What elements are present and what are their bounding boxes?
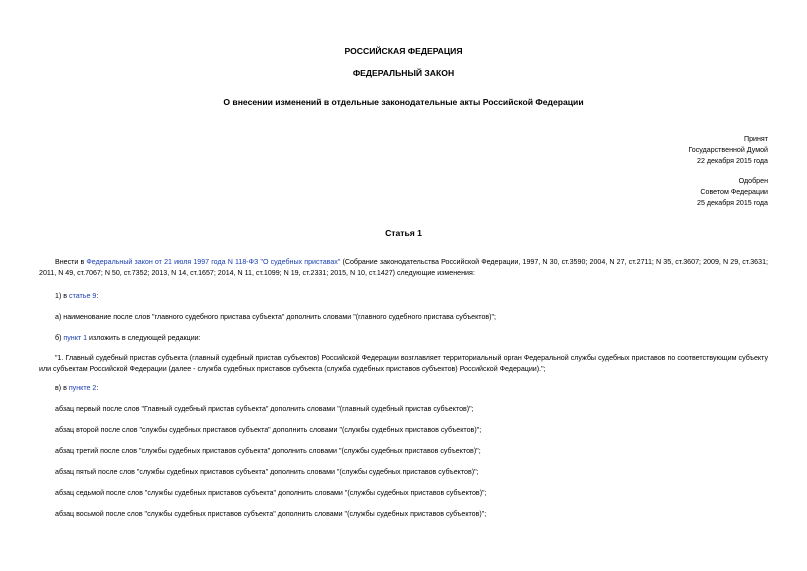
point-1-link[interactable]: пункт 1 (63, 334, 88, 342)
subpoint-a: а) наименование после слов "главного судебного пристава субъекта" дополнить словами "(главного судебного пристава субъектов)"; (55, 313, 497, 321)
paragraph-5-amendment: абзац пятый после слов "службы судебных приставов субъекта" дополнить словами "(службы судебных приставов субъектов)"; (55, 468, 479, 476)
subpoint-b-text: б) (55, 334, 64, 342)
intro-text: Внести в (55, 258, 87, 266)
doc-type-heading: ФЕДЕРАЛЬНЫЙ ЗАКОН (352, 68, 455, 78)
intro-text-cont: (Собрание законодательства Российской Федерации, 1997, N 30, ст.3590; 2004, N 27, ст.2711; N 35, ст.3607; 2009, N 29, ст.3631; 2011, N 49, ст.7067; N 50, ст.7352; 2013, N 14, ст.1657; 2014, N 11, ст.1099; N 19, ст.2331; 2015, N 10, ст.1427) следующие изменения: (39, 258, 768, 277)
article-intro (39, 257, 768, 279)
country-heading: РОССИЙСКАЯ ФЕДЕРАЦИЯ (344, 46, 463, 56)
adopted-by: Государственной Думой (688, 146, 768, 154)
subpoint-v-colon: : (96, 384, 99, 392)
subpoint-b-cont: изложить в следующей редакции: (87, 334, 201, 342)
quoted-text: "1. Главный судебный пристав субъекта (главный судебный пристав субъектов) Российской Федерации возглавляет территориальный орган Федеральной службы судебных приставов по соответствующим субъекту или субъектам Российской Федерации (далее - служба судебных приставов субъекта (служба судебных приставов субъектов) Российской Федерации)."; (39, 354, 768, 373)
adopted-date: 22 декабря 2015 года (697, 157, 768, 165)
adopted-label: Принят (743, 135, 768, 143)
approved-label: Одобрен (738, 177, 768, 185)
law-title: О внесении изменений в отдельные законодательные акты Российской Федерации (223, 97, 584, 107)
point-2-link[interactable]: пункте 2 (68, 384, 97, 392)
subpoint-b (39, 333, 768, 344)
paragraph-2-amendment: абзац второй после слов "службы судебных приставов субъекта" дополнить словами "(службы судебных приставов субъектов)"; (55, 426, 482, 434)
approved-by: Советом Федерации (700, 188, 768, 196)
point-1-colon: : (96, 292, 99, 300)
paragraph-7-amendment: абзац седьмой после слов "службы судебных приставов субъекта" дополнить словами "(службы судебных приставов субъектов)"; (55, 489, 487, 497)
law-link[interactable]: Федеральный закон от 21 июля 1997 года N 118-ФЗ "О судебных приставах" (86, 258, 341, 266)
article-9-link[interactable]: статье 9 (69, 292, 97, 300)
adoption-block (688, 134, 768, 167)
subpoint-v (39, 383, 768, 394)
article-heading: Статья 1 (385, 228, 422, 238)
paragraph-8-amendment: абзац восьмой после слов "службы судебных приставов субъекта" дополнить словами "(службы судебных приставов субъектов)"; (55, 510, 487, 518)
point-1 (39, 291, 768, 302)
point-1-text: 1) в (55, 292, 70, 300)
approval-block (697, 176, 768, 209)
subpoint-v-text: в) в (55, 384, 69, 392)
approved-date: 25 декабря 2015 года (697, 199, 768, 207)
paragraph-1-amendment: абзац первый после слов "Главный судебный пристав субъекта" дополнить словами "(главный судебный пристав субъектов)"; (55, 405, 474, 413)
paragraph-3-amendment: абзац третий после слов "службы судебных приставов субъекта" дополнить словами "(службы судебных приставов субъектов)"; (55, 447, 481, 455)
